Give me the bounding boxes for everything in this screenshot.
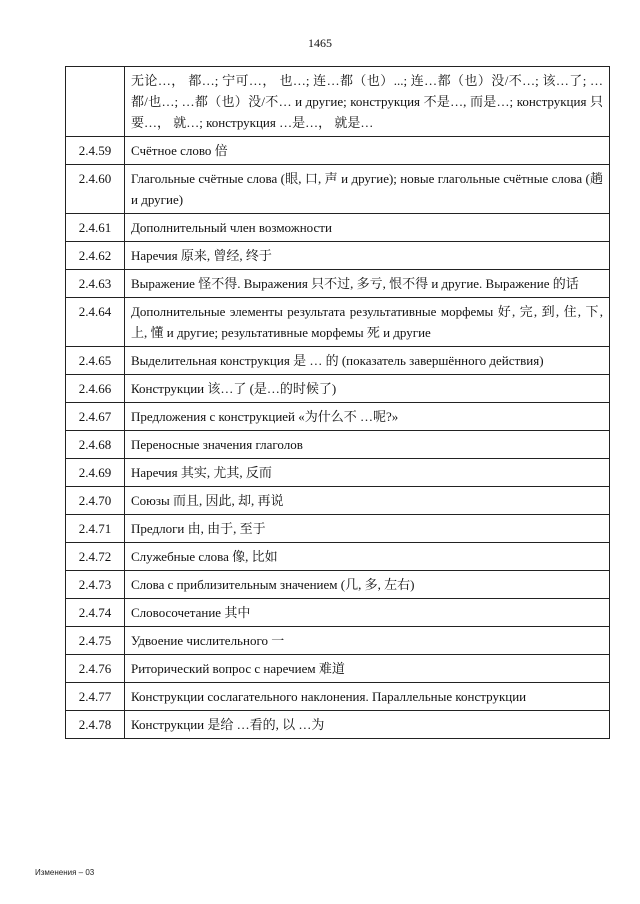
table-row	[66, 711, 610, 739]
section-number-cell: 2.4.64	[66, 298, 125, 347]
section-number-cell: 2.4.78	[66, 711, 125, 739]
topic-description-cell: Предлоги 由, 由于, 至于	[125, 515, 610, 543]
section-number-cell: 2.4.66	[66, 375, 125, 403]
section-number-cell: 2.4.77	[66, 683, 125, 711]
section-number-cell: 2.4.62	[66, 242, 125, 270]
table-row	[66, 298, 610, 347]
table-row	[66, 515, 610, 543]
topic-description-cell: Конструкции сослагательного наклонения. Параллельные конструкции	[125, 683, 610, 711]
table-row	[66, 403, 610, 431]
topic-description-cell: 无论…， 都…; 宁可…， 也…; 连…都（也）...; 连…都（也）没/不…; 该…了; …都/也…; …都（也）没/不… и другие; конструкция 不是…, 而是…; конструкция 只要…， 就…; конструкция …是…， 就是…	[125, 67, 610, 137]
topic-description-cell: Глагольные счётные слова (眼, 口, 声 и другие); новые глагольные счётные слова (趟 и другие)	[125, 165, 610, 214]
table-row	[66, 599, 610, 627]
section-number-cell: 2.4.76	[66, 655, 125, 683]
topic-description-cell: Союзы 而且, 因此, 却, 再说	[125, 487, 610, 515]
table-row	[66, 459, 610, 487]
topic-description-cell: Предложения с конструкцией «为什么不 …呢?»	[125, 403, 610, 431]
section-number-cell: 2.4.65	[66, 347, 125, 375]
table-row	[66, 137, 610, 165]
section-number-cell: 2.4.70	[66, 487, 125, 515]
curriculum-table	[65, 66, 610, 739]
table-row	[66, 375, 610, 403]
section-number-cell: 2.4.72	[66, 543, 125, 571]
topic-description-cell: Служебные слова 像, 比如	[125, 543, 610, 571]
topic-description-cell: Выделительная конструкция 是 … 的 (показатель завершённого действия)	[125, 347, 610, 375]
table-row	[66, 270, 610, 298]
section-number-cell: 2.4.61	[66, 214, 125, 242]
section-number-cell: 2.4.68	[66, 431, 125, 459]
topic-description-cell: Дополнительные элементы результата результативные морфемы 好, 完, 到, 住, 下, 上, 懂 и другие; результативные морфемы 死 и другие	[125, 298, 610, 347]
section-number-cell: 2.4.71	[66, 515, 125, 543]
topic-description-cell: Конструкции 该…了 (是…的时候了)	[125, 375, 610, 403]
topic-description-cell: Наречия 其实, 尤其, 反而	[125, 459, 610, 487]
topic-description-cell: Слова с приблизительным значением (几, 多, 左右)	[125, 571, 610, 599]
table-row	[66, 214, 610, 242]
table-row	[66, 67, 610, 137]
topic-description-cell: Переносные значения глаголов	[125, 431, 610, 459]
section-number-cell	[66, 67, 125, 137]
topic-description-cell: Конструкции 是给 …看的, 以 …为	[125, 711, 610, 739]
table-row	[66, 571, 610, 599]
section-number-cell: 2.4.63	[66, 270, 125, 298]
topic-description-cell: Словосочетание 其中	[125, 599, 610, 627]
table-body	[66, 67, 610, 739]
topic-description-cell: Удвоение числительного 一	[125, 627, 610, 655]
footer-note: Изменения – 03	[35, 868, 95, 877]
section-number-cell: 2.4.60	[66, 165, 125, 214]
topic-description-cell: Дополнительный член возможности	[125, 214, 610, 242]
table-row	[66, 347, 610, 375]
table-row	[66, 627, 610, 655]
section-number-cell: 2.4.74	[66, 599, 125, 627]
topic-description-cell: Выражение 怪不得. Выражения 只不过, 多亏, 恨不得 и другие. Выражение 的话	[125, 270, 610, 298]
section-number-cell: 2.4.67	[66, 403, 125, 431]
table-row	[66, 242, 610, 270]
table-row	[66, 165, 610, 214]
table-row	[66, 683, 610, 711]
section-number-cell: 2.4.75	[66, 627, 125, 655]
topic-description-cell: Риторический вопрос с наречием 难道	[125, 655, 610, 683]
section-number-cell: 2.4.69	[66, 459, 125, 487]
table-row	[66, 431, 610, 459]
table-row	[66, 543, 610, 571]
section-number-cell: 2.4.59	[66, 137, 125, 165]
page-number: 1465	[308, 36, 332, 50]
table-row	[66, 655, 610, 683]
section-number-cell: 2.4.73	[66, 571, 125, 599]
table-row	[66, 487, 610, 515]
topic-description-cell: Счётное слово 倍	[125, 137, 610, 165]
topic-description-cell: Наречия 原来, 曾经, 终于	[125, 242, 610, 270]
